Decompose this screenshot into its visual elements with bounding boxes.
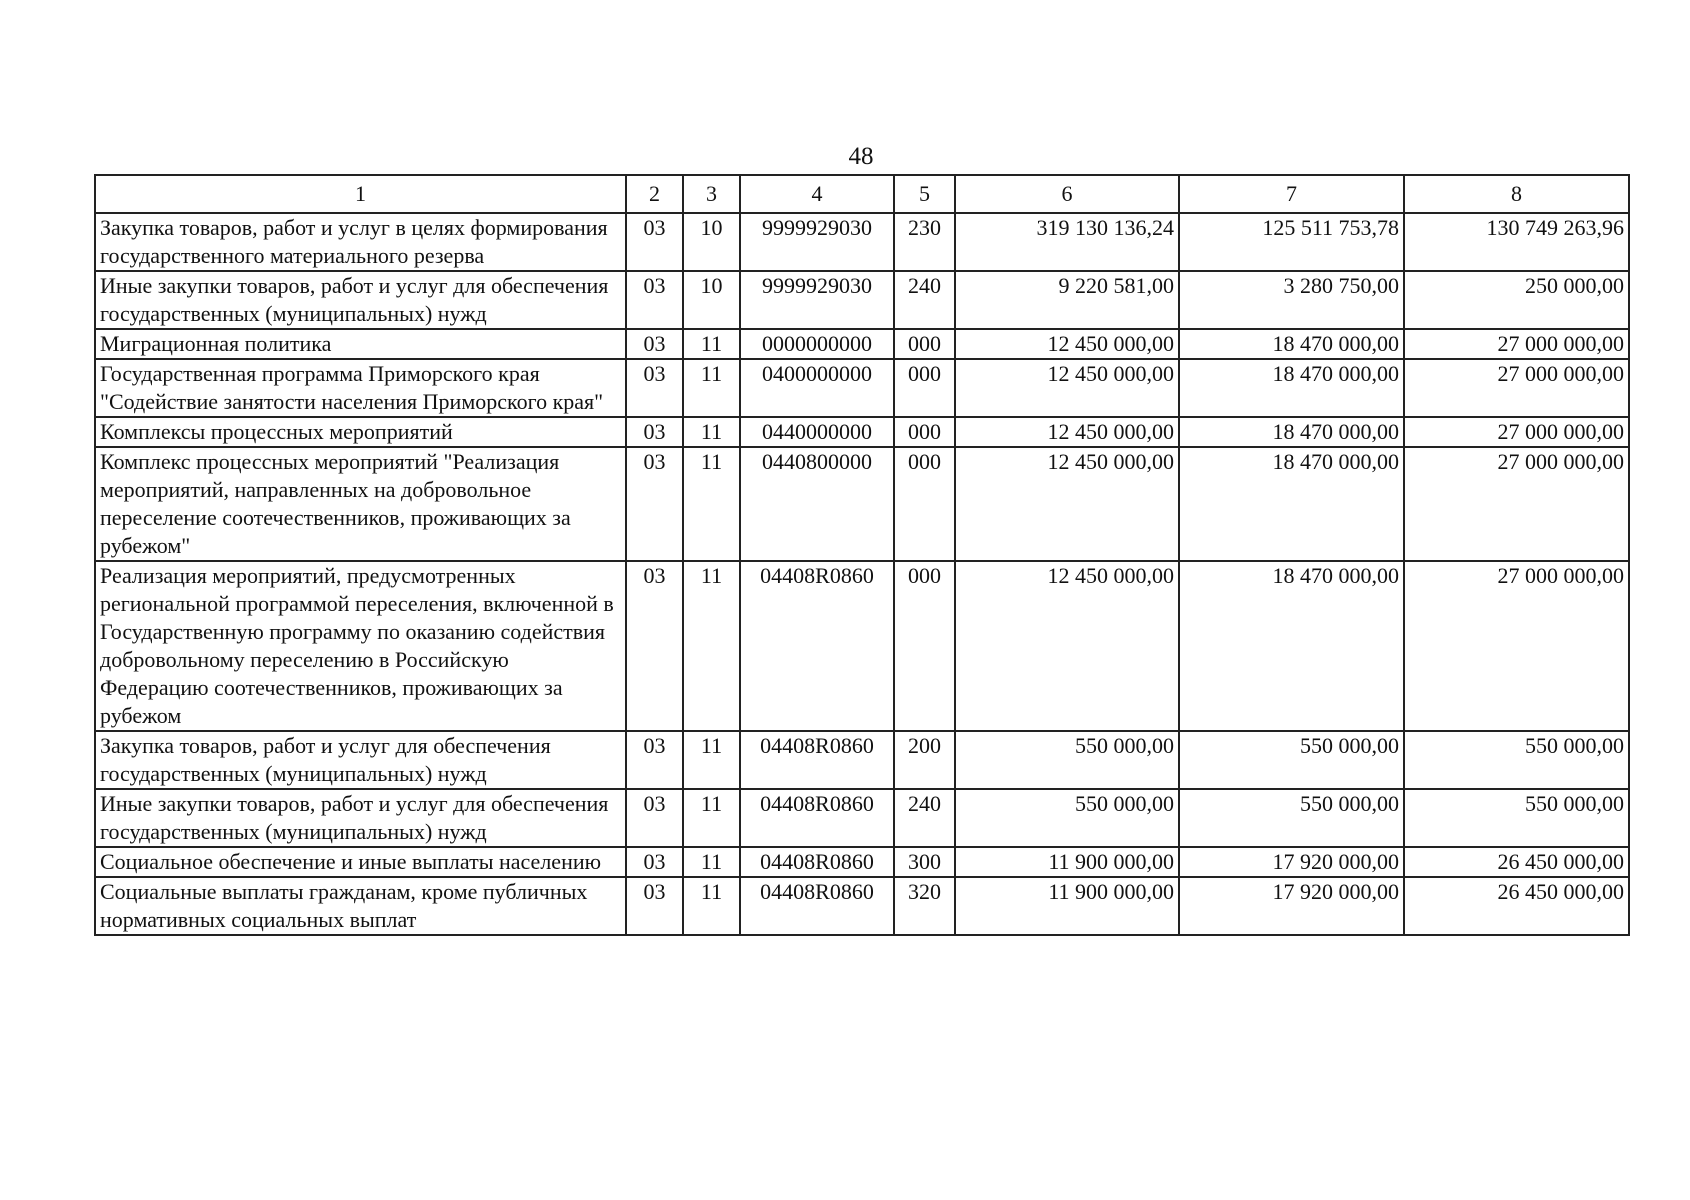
row-amount-col-8: 27 000 000,00 <box>1404 417 1629 447</box>
row-amount-col-7: 3 280 750,00 <box>1179 271 1404 329</box>
row-subsection: 11 <box>683 731 740 789</box>
table-row <box>95 329 1629 359</box>
row-section: 03 <box>626 789 683 847</box>
row-amount-col-8: 26 450 000,00 <box>1404 847 1629 877</box>
row-expense-type: 240 <box>894 789 955 847</box>
row-amount-col-7: 550 000,00 <box>1179 789 1404 847</box>
row-target-code: 04408R0860 <box>740 731 894 789</box>
header-col-7: 7 <box>1179 175 1404 213</box>
row-target-code: 04408R0860 <box>740 847 894 877</box>
table-row <box>95 731 1629 789</box>
row-amount-col-6: 11 900 000,00 <box>955 877 1179 935</box>
row-amount-col-7: 17 920 000,00 <box>1179 877 1404 935</box>
row-expense-type: 320 <box>894 877 955 935</box>
row-subsection: 11 <box>683 417 740 447</box>
row-amount-col-6: 12 450 000,00 <box>955 447 1179 561</box>
row-name: Закупка товаров, работ и услуг для обеспечения государственных (муниципальных) нужд <box>95 731 626 789</box>
row-expense-type: 230 <box>894 213 955 271</box>
row-name: Реализация мероприятий, предусмотренных региональной программой переселения, включенной в Государственную программу по оказанию содействия добровольному переселению в Российскую Федерацию соотечественников, проживающих за рубежом <box>95 561 626 731</box>
row-amount-col-7: 17 920 000,00 <box>1179 847 1404 877</box>
row-amount-col-6: 12 450 000,00 <box>955 417 1179 447</box>
table-row <box>95 877 1629 935</box>
row-amount-col-6: 319 130 136,24 <box>955 213 1179 271</box>
header-col-4: 4 <box>740 175 894 213</box>
table-row <box>95 561 1629 731</box>
header-col-8: 8 <box>1404 175 1629 213</box>
row-amount-col-6: 12 450 000,00 <box>955 561 1179 731</box>
row-amount-col-8: 250 000,00 <box>1404 271 1629 329</box>
row-subsection: 11 <box>683 847 740 877</box>
row-subsection: 11 <box>683 789 740 847</box>
row-amount-col-8: 550 000,00 <box>1404 731 1629 789</box>
header-col-5: 5 <box>894 175 955 213</box>
row-target-code: 0000000000 <box>740 329 894 359</box>
row-expense-type: 300 <box>894 847 955 877</box>
table-row <box>95 417 1629 447</box>
row-section: 03 <box>626 359 683 417</box>
row-subsection: 11 <box>683 447 740 561</box>
header-col-3: 3 <box>683 175 740 213</box>
row-section: 03 <box>626 561 683 731</box>
row-section: 03 <box>626 447 683 561</box>
row-expense-type: 240 <box>894 271 955 329</box>
row-expense-type: 000 <box>894 417 955 447</box>
row-subsection: 11 <box>683 561 740 731</box>
row-amount-col-7: 18 470 000,00 <box>1179 417 1404 447</box>
header-col-1: 1 <box>95 175 626 213</box>
row-name: Комплексы процессных мероприятий <box>95 417 626 447</box>
table-row <box>95 359 1629 417</box>
row-amount-col-6: 9 220 581,00 <box>955 271 1179 329</box>
table-row <box>95 447 1629 561</box>
row-section: 03 <box>626 213 683 271</box>
row-section: 03 <box>626 417 683 447</box>
header-row <box>95 175 1629 213</box>
row-target-code: 9999929030 <box>740 213 894 271</box>
table-body <box>95 213 1629 935</box>
row-expense-type: 200 <box>894 731 955 789</box>
row-subsection: 11 <box>683 877 740 935</box>
page-number: 48 <box>848 143 874 170</box>
row-amount-col-7: 550 000,00 <box>1179 731 1404 789</box>
header-col-6: 6 <box>955 175 1179 213</box>
row-amount-col-7: 125 511 753,78 <box>1179 213 1404 271</box>
row-amount-col-6: 11 900 000,00 <box>955 847 1179 877</box>
row-target-code: 04408R0860 <box>740 877 894 935</box>
row-amount-col-7: 18 470 000,00 <box>1179 561 1404 731</box>
row-name: Социальные выплаты гражданам, кроме публичных нормативных социальных выплат <box>95 877 626 935</box>
row-section: 03 <box>626 329 683 359</box>
row-expense-type: 000 <box>894 359 955 417</box>
row-target-code: 04408R0860 <box>740 561 894 731</box>
row-target-code: 9999929030 <box>740 271 894 329</box>
row-section: 03 <box>626 847 683 877</box>
row-name: Комплекс процессных мероприятий "Реализация мероприятий, направленных на добровольное переселение соотечественников, проживающих за рубежом" <box>95 447 626 561</box>
row-amount-col-6: 550 000,00 <box>955 789 1179 847</box>
row-name: Иные закупки товаров, работ и услуг для обеспечения государственных (муниципальных) нужд <box>95 271 626 329</box>
row-amount-col-6: 550 000,00 <box>955 731 1179 789</box>
row-amount-col-8: 27 000 000,00 <box>1404 329 1629 359</box>
row-expense-type: 000 <box>894 561 955 731</box>
row-name: Миграционная политика <box>95 329 626 359</box>
row-subsection: 11 <box>683 329 740 359</box>
table-row <box>95 789 1629 847</box>
row-section: 03 <box>626 731 683 789</box>
row-amount-col-8: 26 450 000,00 <box>1404 877 1629 935</box>
row-target-code: 0440000000 <box>740 417 894 447</box>
row-expense-type: 000 <box>894 329 955 359</box>
row-amount-col-8: 130 749 263,96 <box>1404 213 1629 271</box>
row-amount-col-8: 27 000 000,00 <box>1404 447 1629 561</box>
row-subsection: 10 <box>683 213 740 271</box>
row-name: Иные закупки товаров, работ и услуг для обеспечения государственных (муниципальных) нужд <box>95 789 626 847</box>
row-section: 03 <box>626 271 683 329</box>
row-amount-col-7: 18 470 000,00 <box>1179 329 1404 359</box>
row-name: Социальное обеспечение и иные выплаты населению <box>95 847 626 877</box>
row-target-code: 0400000000 <box>740 359 894 417</box>
row-amount-col-6: 12 450 000,00 <box>955 359 1179 417</box>
row-amount-col-7: 18 470 000,00 <box>1179 447 1404 561</box>
row-target-code: 04408R0860 <box>740 789 894 847</box>
row-amount-col-8: 550 000,00 <box>1404 789 1629 847</box>
row-amount-col-8: 27 000 000,00 <box>1404 359 1629 417</box>
budget-table <box>94 174 1630 936</box>
table-header <box>95 175 1629 213</box>
row-subsection: 11 <box>683 359 740 417</box>
row-target-code: 0440800000 <box>740 447 894 561</box>
row-name: Государственная программа Приморского края "Содействие занятости населения Приморского края" <box>95 359 626 417</box>
row-section: 03 <box>626 877 683 935</box>
row-amount-col-6: 12 450 000,00 <box>955 329 1179 359</box>
row-amount-col-7: 18 470 000,00 <box>1179 359 1404 417</box>
row-name: Закупка товаров, работ и услуг в целях формирования государственного материального резерва <box>95 213 626 271</box>
row-expense-type: 000 <box>894 447 955 561</box>
table-row <box>95 213 1629 271</box>
row-amount-col-8: 27 000 000,00 <box>1404 561 1629 731</box>
header-col-2: 2 <box>626 175 683 213</box>
row-subsection: 10 <box>683 271 740 329</box>
table-row <box>95 271 1629 329</box>
table-row <box>95 847 1629 877</box>
